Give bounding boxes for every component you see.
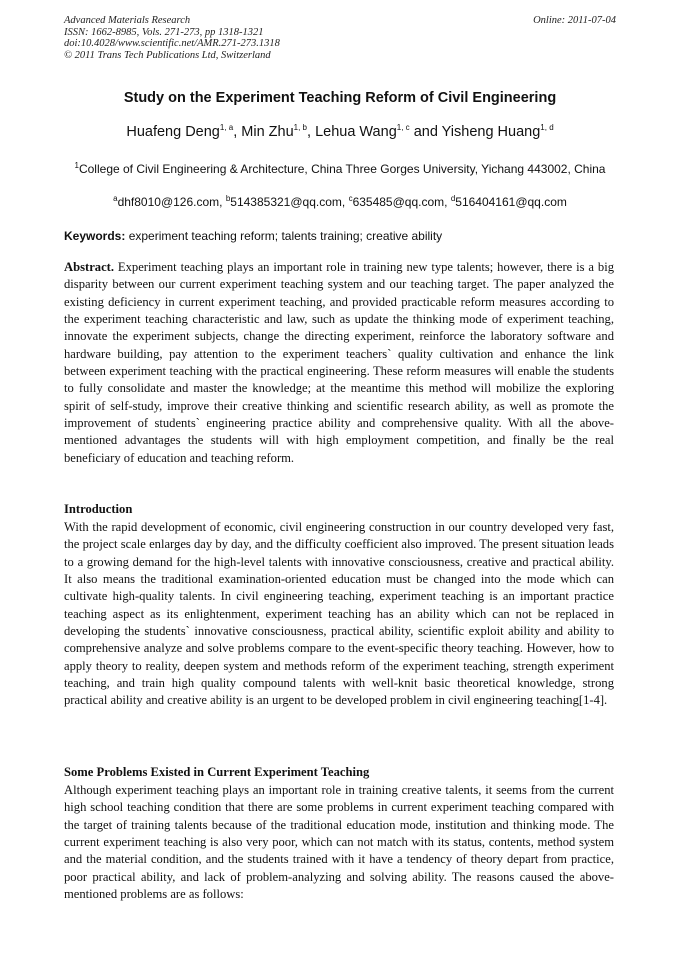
author-sup: 1, b <box>293 123 307 133</box>
introduction-heading: Introduction <box>64 502 133 516</box>
problems-text: Although experiment teaching plays an important role in training creative talents, it seems from the current high school teaching condition that there are some problems in current experiment teaching compared with the target of training talents because of the traditional education mode, institution and thinking mode. The current experiment teaching is also very poor, which can not match with its status, contents, method system and the material condition, and the students trained with it have a tendency of theory depart from practice, poor practical ability, and lack of problem-analyzing and solving ability. The reasons caused the above-mentioned problems are as follows: <box>64 783 614 902</box>
affiliation <box>74 160 606 178</box>
author-sup: 1, d <box>540 123 554 133</box>
email-list: $^a$dhf8010@126.com, $^b$514385321@qq.com, $^c$635485@qq.com, $^d$516404161@qq.com <box>113 194 567 209</box>
email-sup: b <box>225 194 231 203</box>
copyright-line: © 2011 Trans Tech Publications Ltd, Switzerland <box>64 49 271 61</box>
email-address: dhf8010@126.com <box>117 195 220 209</box>
issn-line: ISSN: 1662-8985, Vols. 271-273, pp 1318-1321 <box>64 26 264 38</box>
email-sup: a <box>113 194 118 203</box>
problems-heading: Some Problems Existed in Current Experiment Teaching <box>64 765 370 779</box>
author-name: Min Zhu <box>241 124 294 140</box>
email-address: 516404161@qq.com <box>455 195 567 209</box>
email-address: 635485@qq.com <box>352 195 445 209</box>
affiliation-sup: 1 <box>74 161 79 170</box>
author-sup: 1, a <box>219 123 234 133</box>
keywords-text: experiment teaching reform; talents training; creative ability <box>128 229 443 243</box>
introduction-text: With the rapid development of economic, civil engineering construction in our country developed very fast, the project scale enlarges day by day, and the difficulty coefficient also improved. The present situation leads to a growing demand for the high-level talents with innovative consciousness, creative and practical ability. It also means the traditional examination-oriented education must be changed into the mode which can cultivate high-quality talents. In civil engineering teaching, experiment teaching is an important practice teaching aspect as its enlightenment, experiment teaching has an ability which can not be replaced in developing the students` innovative consciousness, practical ability, scientific exploit ability and ability to comprehensive analyze and solve problems compare to the event-specific theory teaching. However, how to apply theory to reality, deepen system and methods reform of the experiment teaching, strength experiment teaching, and train high quality compound talents with well-knit basic theoretical knowledge, strong practical ability and creative ability is an urgent to be developed problem in civil engineering teaching[1-4]. <box>64 520 614 708</box>
affiliation-text: College of Civil Engineering & Architecture, China Three Gorges University, Yichang 443002, China <box>78 162 606 176</box>
keywords-label: Keywords: <box>64 229 126 243</box>
email-sup: d <box>450 194 456 203</box>
author-sup: 1, c <box>396 123 410 133</box>
paper-title: Study on the Experiment Teaching Reform of Civil Engineering <box>123 90 557 106</box>
doi-line: doi:10.4028/www.scientific.net/AMR.271-273.1318 <box>64 38 280 49</box>
abstract-text: Experiment teaching plays an important role in training new type talents; however, there is a big disparity between our current experiment teaching system and our teaching target. The paper analyzed the existing deficiency in current experiment teaching, and provided practicable reform measures according to the experiment teaching characteristic and law, such as update the thinking mode of experiment teaching, innovate the experiment subjects, change the directing experiment, reinforce the laboratory software and hardware building, pay attention to the experiment teachers` quality cultivation and enhance the link between experiment teaching with the practical engineering. These reform measures will enable the students to fully consolidate and master the knowledge; at the meantime this method will mobilize the exploring spirit of self-study, improve their creative thinking and scientific research ability, as well as promote the improvement of students` engineering practice ability and comprehensive quality. With all the above-mentioned advantages the students will with high employment competition, and finally be the real beneficiary of education and teaching reform. <box>64 260 614 465</box>
journal-name: Advanced Materials Research <box>64 15 191 26</box>
author-list: Huafeng Deng$^{1, a}$, Min Zhu$^{1, b}$, Lehua Wang$^{1, c}$ and Yisheng Huang$^{1, d}$ <box>126 123 554 140</box>
abstract <box>64 259 614 467</box>
journal-header <box>64 15 616 61</box>
author-name: Yisheng Huang <box>441 124 541 140</box>
email-address: 514385321@qq.com <box>230 195 342 209</box>
author-name: Lehua Wang <box>315 124 397 140</box>
online-date: Online: 2011-07-04 <box>533 15 616 26</box>
email-sup: c <box>348 194 353 203</box>
abstract-label: Abstract. <box>64 260 115 274</box>
keywords <box>64 229 616 243</box>
author-name: Huafeng Deng <box>126 124 220 140</box>
